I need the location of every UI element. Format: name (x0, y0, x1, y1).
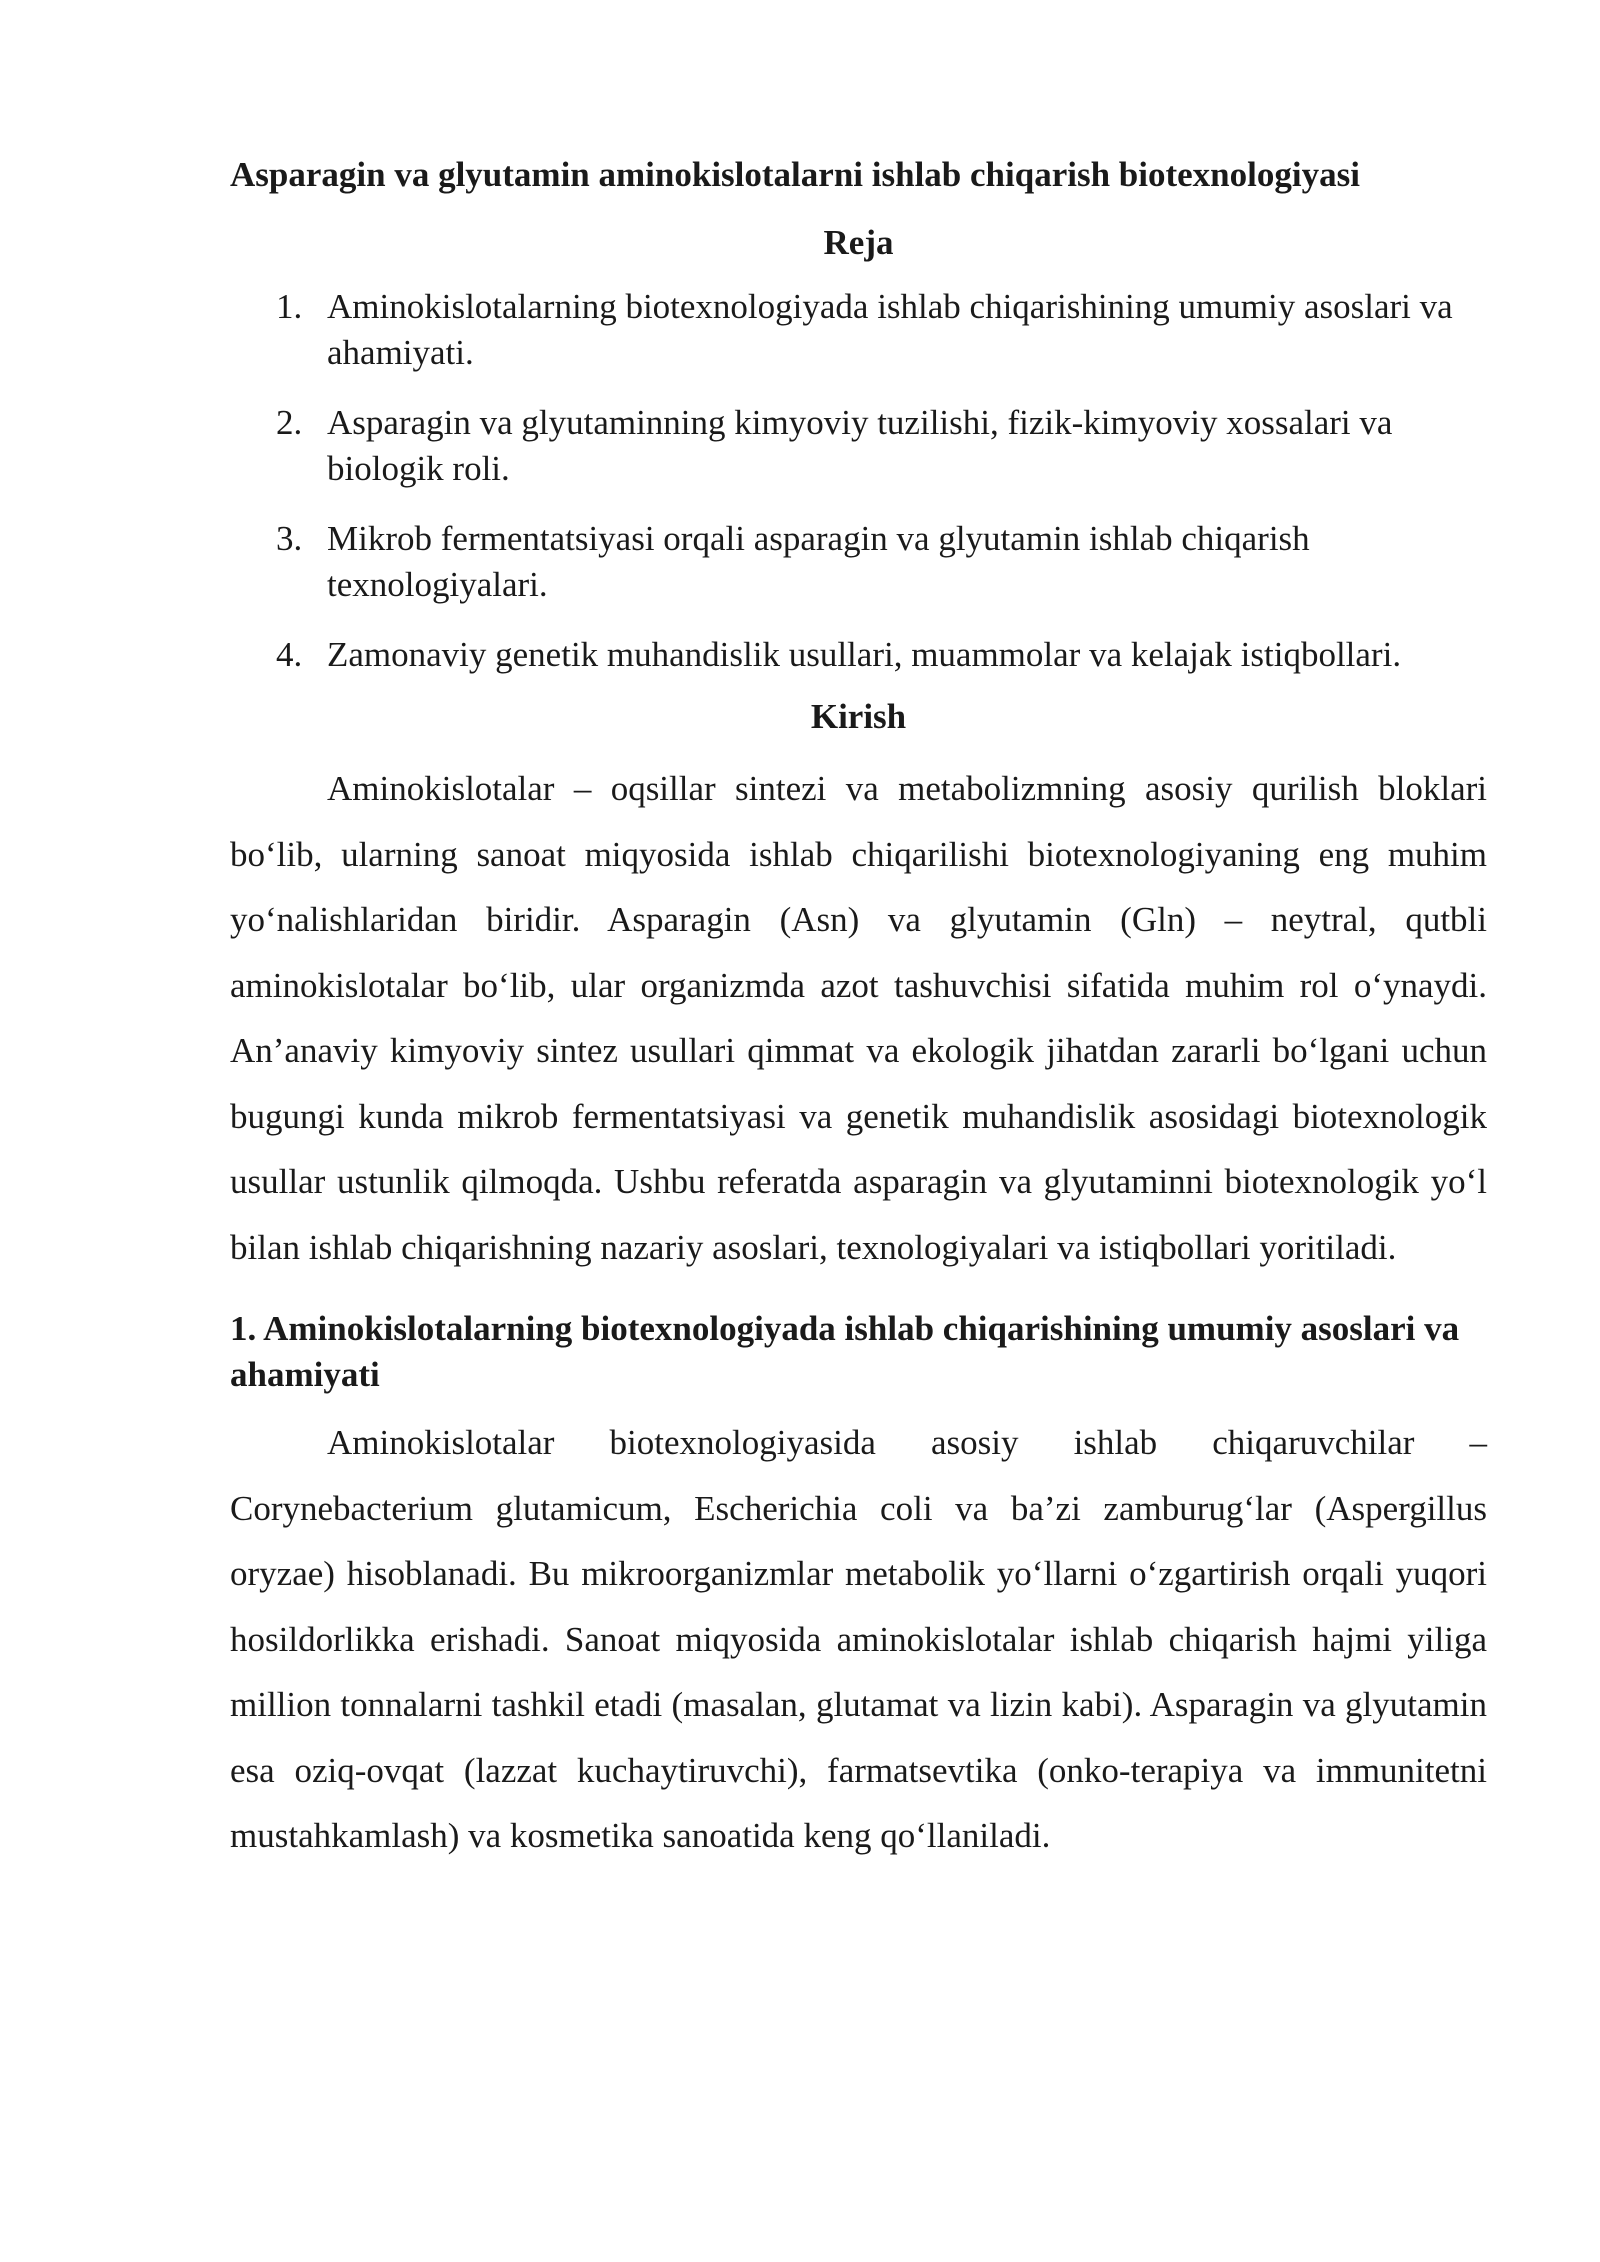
section-1-paragraph: Aminokislotalar biotexnologiyasida asosiy ishlab chiqaruvchilar – Corynebacterium glutamicum, Escherichia coli va ba’zi zamburug‘lar (Aspergillus oryzae) hisoblanadi. Bu mikroorganizmlar metabolik yo‘llarni o‘zgartirish orqali yuqori hosildorlikka erishadi. Sanoat miqyosida aminokislotalar ishlab chiqarish hajmi yiliga million tonnalarni tashkil etadi (masalan, glutamat va lizin kabi). Asparagin va glyutamin esa oziq-ovqat (lazzat kuchaytiruvchi), farmatsevtika (onko-terapiya va immunitetni mustahkamlash) va kosmetika sanoatida keng qo‘llaniladi. (230, 1423, 1487, 1855)
document-title: Asparagin va glyutamin aminokislotalarni ishlab chiqarish biotexnologiyasi (230, 155, 1360, 194)
plan-item-text: Zamonaviy genetik muhandislik usullari, muammolar va kelajak istiqbollari. (327, 635, 1402, 674)
plan-item (230, 284, 1487, 376)
plan-item-text: Asparagin va glyutaminning kimyoviy tuzilishi, fizik-kimyoviy xossalari va biologik roli. (327, 403, 1393, 488)
plan-item (230, 400, 1487, 492)
plan-item-text: Aminokislotalarning biotexnologiyada ishlab chiqarishining umumiy asoslari va ahamiyati. (327, 287, 1453, 372)
document-page (230, 150, 1487, 1869)
plan-item-text: Mikrob fermentatsiyasi orqali asparagin va glyutamin ishlab chiqarish texnologiyalari. (327, 519, 1310, 604)
plan-heading: Reja (823, 223, 894, 262)
plan-item-number: 4. (276, 635, 303, 674)
plan-item-number: 1. (276, 287, 303, 326)
plan-item-number: 2. (276, 403, 303, 442)
intro-paragraph: Aminokislotalar – oqsillar sintezi va metabolizmning asosiy qurilish bloklari bo‘lib, ularning sanoat miqyosida ishlab chiqarilishi biotexnologiyaning eng muhim yo‘nalishlaridan biridir. Asparagin (Asn) va glyutamin (Gln) – neytral, qutbli aminokislotalar bo‘lib, ular organizmda azot tashuvchisi sifatida muhim rol o‘ynaydi. An’anaviy kimyoviy sintez usullari qimmat va ekologik jihatdan zararli bo‘lgani uchun bugungi kunda mikrob fermentatsiyasi va genetik muhandislik asosidagi biotexnologik usullar ustunlik qilmoqda. Ushbu referatda asparagin va glyutaminni biotexnologik yo‘l bilan ishlab chiqarishning nazariy asoslari, texnologiyalari va istiqbollari yoritiladi. (230, 769, 1487, 1267)
plan-item (230, 632, 1487, 678)
plan-list (230, 284, 1487, 678)
section-1-heading: 1. Aminokislotalarning biotexnologiyada ishlab chiqarishining umumiy asoslari va ahamiyati (230, 1309, 1460, 1394)
intro-heading: Kirish (810, 697, 907, 736)
plan-item (230, 516, 1487, 608)
plan-item-number: 3. (276, 519, 303, 558)
